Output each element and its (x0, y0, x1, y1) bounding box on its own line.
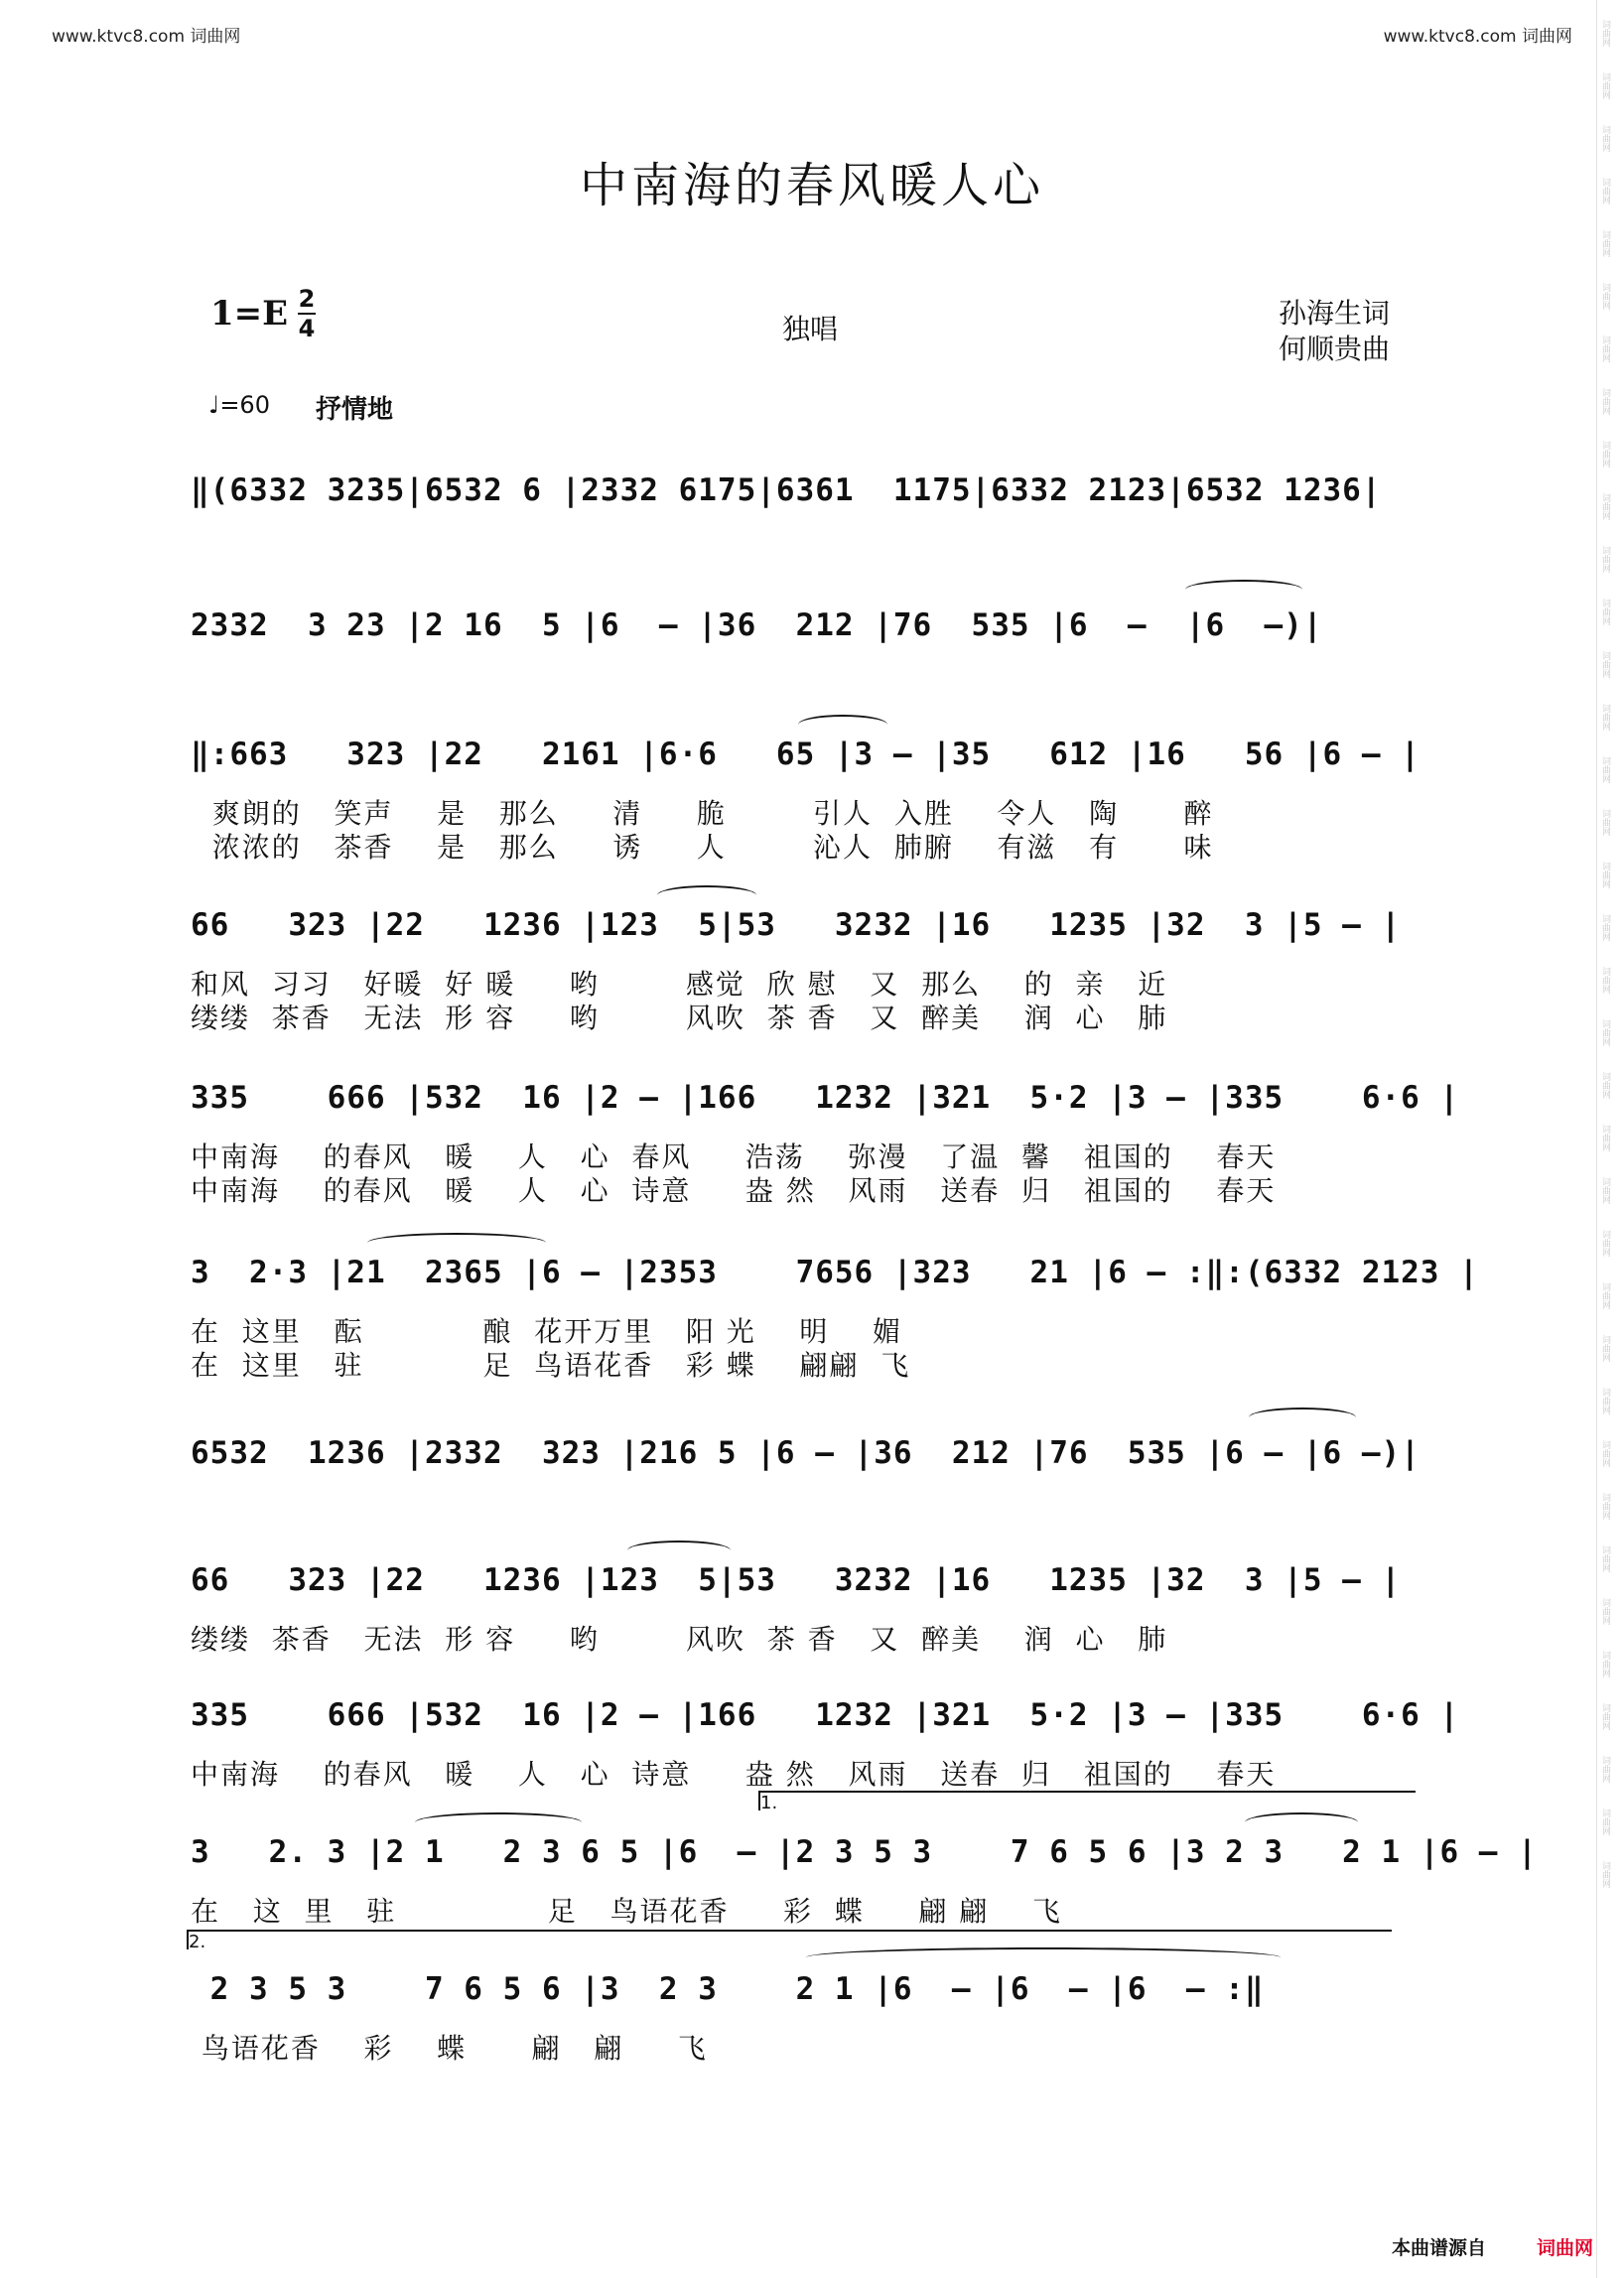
notation-line: 335 666 |532 16 |2 – |166 1232 |321 5·2 |3 – |335 6·6 | (191, 1697, 1460, 1733)
notation-line: ‖:663 323 |22 2161 |6·6 65 |3 – |35 612 |16 56 |6 – | (191, 737, 1421, 772)
header-url-right: www.ktvc8.com 词曲网 (1383, 27, 1572, 47)
tie-arc (657, 885, 756, 905)
footer-source-label: 本曲谱源自 (1392, 2237, 1487, 2259)
tie-arc (1245, 1812, 1358, 1832)
lyrics-verse-1: 在 这 里 驻 足 鸟语花香 彩 蝶 翩 翩 飞 (191, 1895, 1062, 1928)
lyrics-verse-1: 爽朗的 笑声 是 那么 清 脆 引人 入胜 令人 陶 醉 (191, 797, 1214, 830)
performance-type: 独唱 (782, 313, 839, 345)
header-url-left: www.ktvc8.com 词曲网 (52, 27, 241, 47)
lyrics-verse-1: 和风 习习 好暖 好 暖 哟 感觉 欣 慰 又 那么 的 亲 近 (191, 968, 1168, 1001)
notation-line: 335 666 |532 16 |2 – |166 1232 |321 5·2 |3 – |335 6·6 | (191, 1080, 1460, 1116)
tie-arc (1249, 1407, 1356, 1427)
lyrics-verse-1: 在 这里 酝 酿 花开万里 阳 光 明 媚 (191, 1315, 903, 1348)
credits (1279, 296, 1390, 367)
lyrics-verse-1: 缕缕 茶香 无法 形 容 哟 风吹 茶 香 又 醉美 润 心 肺 (191, 1623, 1168, 1656)
side-watermark-strip: 词曲网 词曲网 词曲网 词曲网 词曲网 词曲网 词曲网 词曲网 词曲网 词曲网 词曲网 词曲网 词曲网 词曲网 词曲网 词曲网 词曲网 词曲网 词曲网 词曲网 词曲网 词曲网 词曲网 词曲网 词曲网 词曲网 词曲网 词曲网 词曲网 词曲网 词曲网 词曲网 词曲网 词曲网 词曲网 词曲网 (1596, 0, 1614, 2278)
tie-arc (806, 1947, 1281, 1967)
lyrics-verse-2: 浓浓的 茶香 是 那么 诱 人 沁人 肺腑 有滋 有 味 (191, 831, 1214, 864)
notation-line: 66 323 |22 1236 |123 5|53 3232 |16 1235 |32 3 |5 – | (191, 1562, 1402, 1598)
tie-arc (1185, 580, 1302, 600)
meter-top: 2 (298, 285, 316, 313)
composer: 何顺贵曲 (1279, 333, 1391, 365)
tempo-marking: ♩=60 (208, 391, 270, 419)
lyrics-verse-1: 中南海 的春风 暖 人 心 春风 浩荡 弥漫 了温 馨 祖国的 春天 (191, 1140, 1277, 1173)
tie-arc (415, 1812, 582, 1832)
lyrics-verse-1: 鸟语花香 彩 蝶 翩 翩 飞 (191, 2032, 708, 2065)
lyricist: 孙海生词 (1279, 297, 1391, 330)
notation-line: 2 3 5 3 7 6 5 6 |3 2 3 2 1 |6 – |6 – |6 – :‖ (191, 1971, 1265, 2007)
song-title: 中南海的春风暖人心 (579, 158, 1044, 213)
notation-line: 3 2·3 |21 2365 |6 – |2353 7656 |323 21 |6 – :‖:(6332 2123 | (191, 1255, 1479, 1290)
tie-arc (798, 715, 887, 735)
notation-line: 66 323 |22 1236 |123 5|53 3232 |16 1235 |32 3 |5 – | (191, 907, 1402, 943)
notation-line: ‖(6332 3235|6532 6 |2332 6175|6361 1175|6332 2123|6532 1236| (191, 472, 1382, 508)
footer-site-logo[interactable]: 词曲网 (1537, 2237, 1594, 2259)
tie-arc (627, 1541, 731, 1560)
expression-marking: 抒情地 (316, 395, 394, 425)
volta-bracket-1: 1. (758, 1791, 1416, 1810)
tie-arc (367, 1233, 546, 1253)
notation-line: 2332 3 23 |2 16 5 |6 – |36 212 |76 535 |6 – |6 –)| (191, 607, 1323, 643)
volta-bracket-2: 2. (187, 1930, 1392, 1949)
key-signature: 1=E (210, 294, 289, 334)
notation-line: 6532 1236 |2332 323 |216 5 |6 – |36 212 |76 535 |6 – |6 –)| (191, 1435, 1421, 1471)
lyrics-verse-2: 在 这里 驻 足 鸟语花香 彩 蝶 翩翩 飞 (191, 1349, 911, 1382)
lyrics-verse-2: 中南海 的春风 暖 人 心 诗意 盎 然 风雨 送春 归 祖国的 春天 (191, 1174, 1277, 1207)
lyrics-verse-1: 中南海 的春风 暖 人 心 诗意 盎 然 风雨 送春 归 祖国的 春天 (191, 1758, 1277, 1791)
notation-line: 3 2. 3 |2 1 2 3 6 5 |6 – |2 3 5 3 7 6 5 6 |3 2 3 2 1 |6 – | (191, 1834, 1538, 1870)
time-signature (298, 286, 316, 341)
meter-bottom: 4 (298, 315, 316, 342)
lyrics-verse-2: 缕缕 茶香 无法 形 容 哟 风吹 茶 香 又 醉美 润 心 肺 (191, 1002, 1168, 1034)
